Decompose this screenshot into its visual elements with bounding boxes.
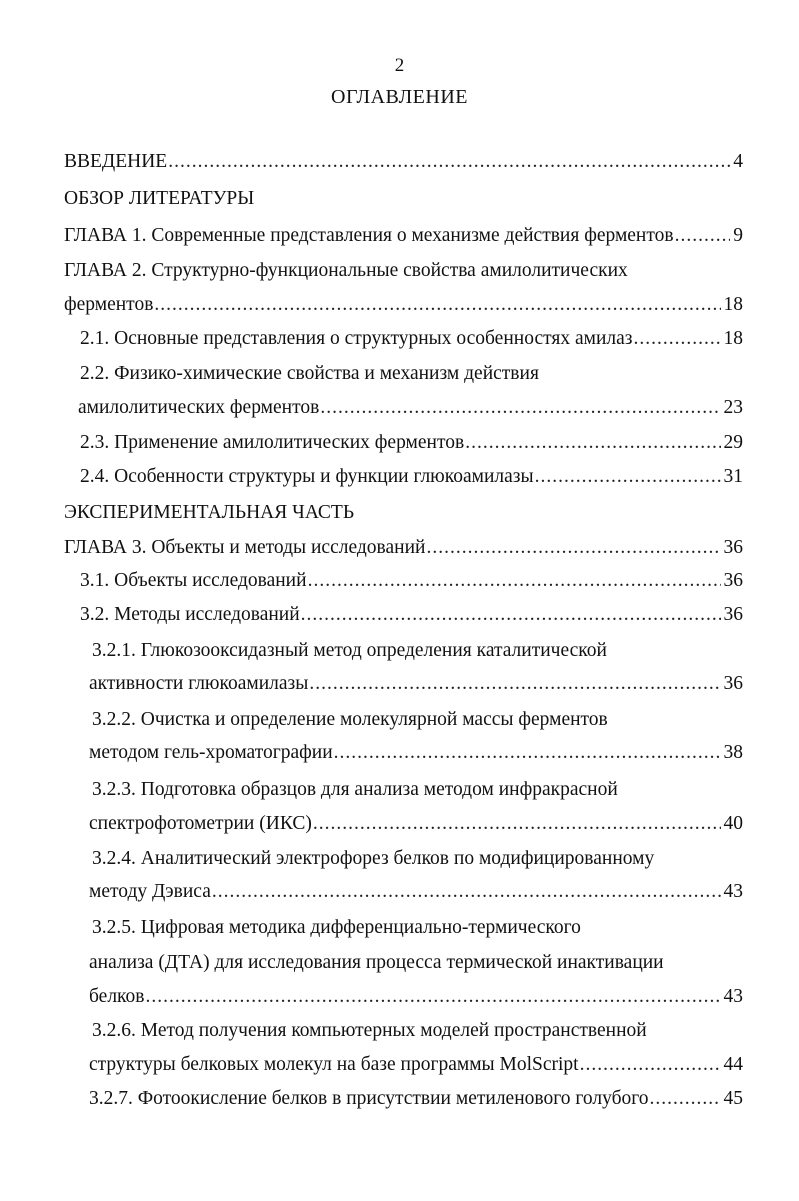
toc-entry-2-1	[80, 325, 743, 353]
dot-leader	[168, 148, 730, 176]
dot-leader	[675, 222, 731, 250]
toc-entry-text: 3.2. Методы исследований	[80, 604, 300, 625]
dot-leader	[535, 463, 721, 491]
toc-entry-ch2	[64, 291, 743, 319]
toc-entry-3-2-4	[89, 878, 743, 906]
toc-entry-3-2-1-line1: 3.2.1. Глюкозооксидазный метод определения каталитической	[92, 640, 607, 661]
toc-entry-3-2-2	[89, 739, 743, 767]
dot-leader	[309, 670, 720, 698]
toc-entry-page: 44	[723, 1054, 743, 1075]
dot-leader	[465, 429, 720, 457]
dot-leader	[650, 1085, 721, 1113]
toc-entry-3-2	[80, 601, 743, 629]
toc-entry-2-4	[80, 463, 743, 491]
toc-entry-3-2-5-line1: 3.2.5. Цифровая методика дифференциально-термического	[92, 917, 581, 938]
toc-entry-text: структуры белковых молекул на базе программы MolScript	[89, 1054, 579, 1075]
dot-leader	[334, 739, 721, 767]
toc-entry-text: 3.2.7. Фотоокисление белков в присутствии метиленового голубого	[89, 1088, 649, 1109]
toc-entry-text: ГЛАВА 3. Объекты и методы исследований	[64, 537, 426, 558]
toc-entry-page: 38	[723, 742, 743, 763]
toc-entry-3-2-2-line1: 3.2.2. Очистка и определение молекулярной массы ферментов	[92, 709, 608, 730]
toc-entry-page: 36	[723, 570, 743, 591]
toc-entry-text: амилолитических ферментов	[78, 397, 320, 418]
toc-entry-text: методу Дэвиса	[89, 881, 211, 902]
dot-leader	[313, 810, 721, 838]
toc-entry-text: методом гель-хроматографии	[89, 742, 333, 763]
toc-entry-3-2-6-line1: 3.2.6. Метод получения компьютерных моделей пространственной	[92, 1020, 647, 1041]
toc-entry-text: 3.1. Объекты исследований	[80, 570, 307, 591]
toc-entry-text: ферментов	[64, 294, 154, 315]
toc-entry-text: ВВЕДЕНИЕ	[64, 151, 168, 172]
dot-leader	[301, 601, 721, 629]
dot-leader	[212, 878, 721, 906]
toc-entry-3-2-5	[89, 983, 743, 1011]
toc-entry-text: ГЛАВА 1. Современные представления о механизме действия ферментов	[64, 225, 674, 246]
toc-entry-3-2-5-line2: анализа (ДТА) для исследования процесса термической инактивации	[89, 952, 664, 973]
dot-leader	[320, 394, 720, 422]
toc-entry-page: 4	[733, 151, 743, 172]
toc-entry-3-2-7	[89, 1085, 743, 1113]
toc-entry-3-2-3	[89, 810, 743, 838]
toc-entry-3-2-1	[89, 670, 743, 698]
toc-heading-experimental: ЭКСПЕРИМЕНТАЛЬНАЯ ЧАСТЬ	[64, 502, 355, 523]
toc-entry-page: 29	[723, 432, 743, 453]
toc-entry-3-1	[80, 567, 743, 595]
toc-entry-page: 43	[723, 986, 743, 1007]
toc-heading-lit-review: ОБЗОР ЛИТЕРАТУРЫ	[64, 188, 255, 209]
toc-entry-2-2-line1: 2.2. Физико-химические свойства и механизм действия	[80, 363, 539, 384]
dot-leader	[633, 325, 720, 353]
toc-entry-text: белков	[89, 986, 145, 1007]
toc-entry-text: активности глюкоамилазы	[89, 673, 309, 694]
toc-entry-page: 9	[733, 225, 743, 246]
toc-entry-text: спектрофотометрии (ИКС)	[89, 813, 312, 834]
toc-entry-3-2-4-line1: 3.2.4. Аналитический электрофорез белков по модифицированному	[92, 848, 655, 869]
toc-entry-page: 23	[723, 397, 743, 418]
toc-entry-text: 2.3. Применение амилолитических ферментов	[80, 432, 465, 453]
toc-entry-page: 18	[723, 294, 743, 315]
toc-entry-page: 31	[723, 466, 743, 487]
page-number: 2	[394, 55, 405, 76]
dot-leader	[154, 291, 720, 319]
toc-entry-ch2-line1: ГЛАВА 2. Структурно-функциональные свойства амилолитических	[64, 260, 628, 281]
toc-title: ОГЛАВЛЕНИЕ	[331, 86, 468, 108]
toc-entry-3-2-3-line1: 3.2.3. Подготовка образцов для анализа методом инфракрасной	[92, 779, 618, 800]
dot-leader	[146, 983, 721, 1011]
toc-entry-ch1	[64, 222, 743, 250]
toc-entry-2-3	[80, 429, 743, 457]
toc-entry-page: 45	[723, 1088, 743, 1109]
toc-entry-3-2-6	[89, 1051, 743, 1079]
toc-entry-text: 2.1. Основные представления о структурных особенностях амилаз	[80, 328, 633, 349]
dot-leader	[308, 567, 721, 595]
toc-entry-ch3	[64, 534, 743, 562]
toc-entry-page: 18	[723, 328, 743, 349]
dot-leader	[426, 534, 720, 562]
toc-entry-page: 43	[723, 881, 743, 902]
toc-entry-page: 36	[723, 537, 743, 558]
toc-entry-page: 40	[723, 813, 743, 834]
toc-entry-intro	[64, 148, 743, 176]
toc-entry-text: 2.4. Особенности структуры и функции глюкоамилазы	[80, 466, 534, 487]
dot-leader	[580, 1051, 721, 1079]
toc-entry-page: 36	[723, 673, 743, 694]
toc-entry-page: 36	[723, 604, 743, 625]
toc-entry-2-2	[78, 394, 743, 422]
